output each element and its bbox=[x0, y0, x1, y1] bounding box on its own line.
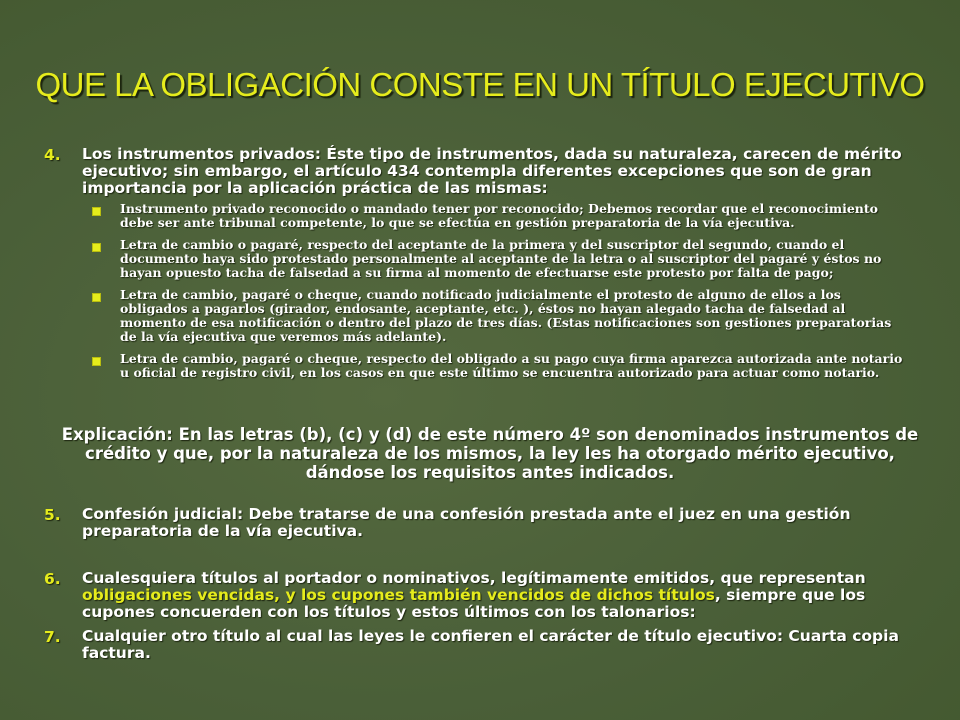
list-item-4 bbox=[44, 146, 924, 197]
list-item-5 bbox=[44, 506, 924, 540]
list-number: 7. bbox=[44, 628, 61, 646]
list-text-part: , siempre que los cupones concuerden con los títulos y estos últimos con los talonarios: bbox=[82, 586, 866, 621]
list-item-6 bbox=[44, 570, 924, 621]
sub-item-text: Letra de cambio, pagaré o cheque, cuando notificado judicialmente el protesto de alguno de ellos a los obligados a pagarlos (girador, endosante, aceptante, etc. ), éstos no hayan alegado tacha de falsedad al momento de esa notificación o dentro del plazo de tres días. (Estas notificaciones son gestiones preparatorias de la vía ejecutiva que veremos más adelante). bbox=[120, 287, 892, 344]
list-number: 4. bbox=[44, 146, 61, 164]
list-text bbox=[82, 570, 924, 621]
list-text-part: Cualesquiera títulos al portador o nominativos, legítimamente emitidos, que representan bbox=[82, 569, 866, 587]
sub-item bbox=[92, 352, 912, 380]
list-text: Confesión judicial: Debe tratarse de una confesión prestada ante el juez en una gestión preparatoria de la vía ejecutiva. bbox=[82, 505, 851, 540]
explanation-paragraph: Explicación: En las letras (b), (c) y (d) de este número 4º son denominados instrumentos de crédito y que, por la naturaleza de los mismos, la ley les ha otorgado mérito ejecutivo, dándose los requisitos antes indicados. bbox=[61, 425, 919, 482]
list-item-7 bbox=[44, 628, 924, 662]
list-number: 6. bbox=[44, 570, 61, 588]
square-bullet-icon bbox=[92, 357, 101, 366]
sub-item-text: Instrumento privado reconocido o mandado tener por reconocido; Debemos recordar que el reconocimiento debe ser ante tribunal competente, lo que se efectúa en gestión preparatoria de la vía ejecutiva. bbox=[120, 201, 879, 230]
list-text: Cualquier otro título al cual las leyes le confieren el carácter de título ejecutivo: Cuarta copia factura. bbox=[82, 627, 899, 662]
slide-title: QUE LA OBLIGACIÓN CONSTE EN UN TÍTULO EJECUTIVO bbox=[35, 66, 925, 103]
list-text: Los instrumentos privados: Éste tipo de instrumentos, dada su naturaleza, carecen de mérito ejecutivo; sin embargo, el artículo 434 contempla diferentes excepciones que son de gran importancia por la aplicación práctica de las mismas: bbox=[82, 145, 902, 197]
square-bullet-icon bbox=[92, 293, 101, 302]
square-bullet-icon bbox=[92, 207, 101, 216]
sub-item bbox=[92, 202, 912, 230]
highlighted-text: obligaciones vencidas, y los cupones también vencidos de dichos títulos bbox=[82, 586, 715, 604]
square-bullet-icon bbox=[92, 243, 101, 252]
sub-item bbox=[92, 238, 912, 280]
sub-item-text: Letra de cambio, pagaré o cheque, respecto del obligado a su pago cuya firma aparezca autorizada ante notario u oficial de registro civil, en los casos en que este último se encuentra autorizado para actuar como notario. bbox=[120, 351, 903, 380]
sub-item-text: Letra de cambio o pagaré, respecto del aceptante de la primera y del suscriptor del segundo, cuando el documento haya sido protestado personalmente al aceptante de la letra o al suscriptor del pagaré y éstos no hayan opuesto tacha de falsedad a su firma al momento de efectuarse este protesto por falta de pago; bbox=[120, 237, 882, 280]
sub-item bbox=[92, 288, 912, 344]
list-number: 5. bbox=[44, 506, 61, 524]
